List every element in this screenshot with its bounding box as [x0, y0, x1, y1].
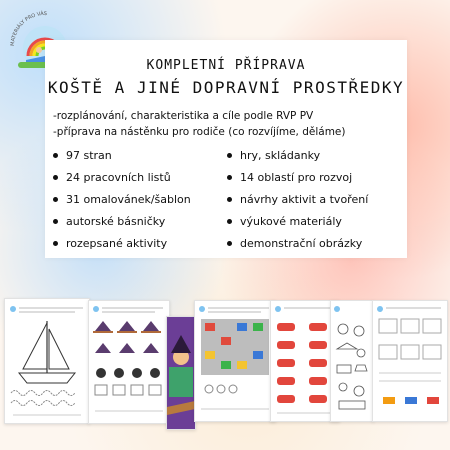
feature-right-4: výukové materiály	[227, 215, 342, 228]
description-line-1: -rozplánování, charakteristika a cíle podle RVP PV	[53, 110, 314, 122]
bullet-icon	[53, 175, 58, 180]
worksheet-vehicles	[330, 300, 374, 422]
feature-right-1: hry, skládanky	[227, 149, 320, 162]
bullet-icon	[227, 153, 232, 158]
bullet-icon	[227, 175, 232, 180]
bullet-icon	[53, 197, 58, 202]
feature-right-2: 14 oblastí pro rozvoj	[227, 171, 352, 184]
sequence-worksheet-icon	[373, 301, 447, 421]
bullet-icon	[227, 241, 232, 246]
cars-worksheet-icon	[271, 301, 339, 421]
bullet-icon	[53, 241, 58, 246]
worksheet-parking	[194, 300, 276, 422]
bullet-icon	[227, 197, 232, 202]
bullet-icon	[53, 153, 58, 158]
bullet-icon	[227, 219, 232, 224]
logo-text: MATERIÁLY PRO VÁS	[9, 10, 47, 47]
feature-left-5: rozepsané aktivity	[53, 237, 167, 250]
info-card	[45, 40, 407, 258]
worksheet-witch-colour	[166, 316, 196, 430]
feature-left-4: autorské básničky	[53, 215, 165, 228]
feature-right-3: návrhy aktivit a tvoření	[227, 193, 368, 206]
vehicles-outline-icon	[331, 301, 373, 421]
witch-picture-icon	[167, 317, 195, 429]
description-line-2: -příprava na nástěnku pro rodiče (co rozvíjíme, děláme)	[53, 126, 346, 138]
card-subtitle: KOMPLETNÍ PŘÍPRAVA	[146, 58, 306, 73]
feature-left-1: 97 stran	[53, 149, 112, 162]
sailboat-drawing-icon	[5, 299, 89, 423]
witches-worksheet-icon	[89, 301, 169, 423]
feature-right-5: demonstrační obrázky	[227, 237, 362, 250]
parking-worksheet-icon	[195, 301, 275, 421]
feature-left-3: 31 omalovánek/šablon	[53, 193, 191, 206]
bullet-icon	[53, 219, 58, 224]
worksheet-sailboat	[4, 298, 90, 424]
card-title: KOŠTĚ A JINÉ DOPRAVNÍ PROSTŘEDKY	[47, 78, 405, 97]
worksheet-sequence	[372, 300, 448, 422]
feature-left-2: 24 pracovních listů	[53, 171, 171, 184]
worksheet-witches	[88, 300, 170, 424]
